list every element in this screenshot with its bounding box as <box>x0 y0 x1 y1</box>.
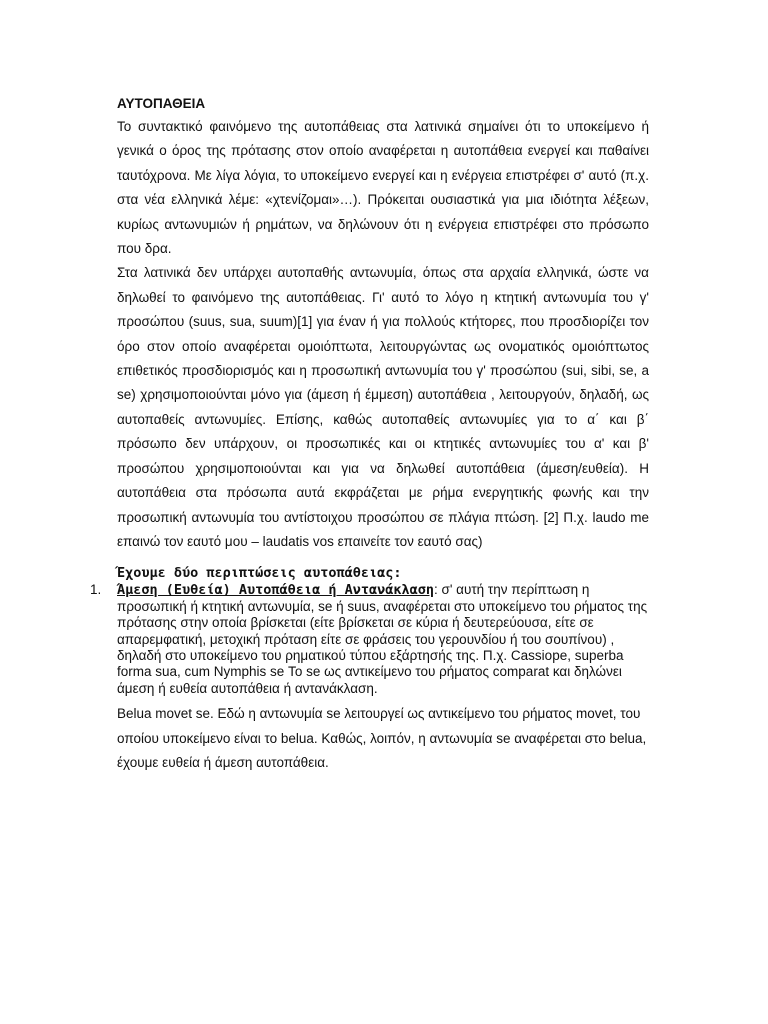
paragraph-example: Belua movet se. Εδώ η αντωνυμία se λειτουργεί ως αντικείμενο του ρήματος movet, του οποίου υποκείμενο είναι το belua. Καθώς, λοιπόν, η αντωνυμία se αναφέρεται στο belua, έχουμε ευθεία ή άμεση αυτοπάθεια. <box>117 706 647 770</box>
list-item-number: 1. <box>90 582 102 598</box>
list-item <box>90 582 649 697</box>
cases-heading: Έχουμε δύο περιπτώσεις αυτοπάθειας: <box>117 565 402 582</box>
paragraph-latin-pronouns: Στα λατινικά δεν υπάρχει αυτοπαθής αντωνυμία, όπως στα αρχαία ελληνικά, ώστε να δηλωθεί το φαινόμενο της αυτοπάθειας. Γι' αυτό το λόγο η κτητική αντωνυμία του γ' προσώπου (suus, sua, suum)[1] για έναν ή για πολλούς κτήτορες, που προσδιορίζει τον όρο στον οποίο αναφέρεται ομοιόπτωτα, λειτουργώντας ως ονοματικός ομοιόπτωτος επιθετικός προσδιορισμός και η προσωπική αντωνυμία του γ' προσώπου (sui, sibi, se, a se) χρησιμοποιούνται μόνο για (άμεση ή έμμεση) αυτοπάθεια , λειτουργούν, δηλαδή, ως αυτοπαθείς αντωνυμίες. Επίσης, καθώς αυτοπαθείς αντωνυμίες για το α΄ και β΄ πρόσωπο δεν υπάρχουν, οι προσωπικές και οι κτητικές αντωνυμίες του α' και β' προσώπου χρησιμοποιούνται και για να δηλωθεί αυτοπάθεια (άμεση/ευθεία). Η αυτοπάθεια στα πρόσωπα αυτά εκφράζεται με ρήμα ενεργητικής φωνής και την προσωπική αντωνυμία του αντίστοιχου προσώπου σε πλάγια πτώση. [2] Π.χ. laudo me επαινώ τον εαυτό μου – laudatis vos επαινείτε τον εαυτό σας) <box>117 265 649 549</box>
paragraph-definition: Το συντακτικό φαινόμενο της αυτοπάθειας στα λατινικά σημαίνει ότι το υποκείμενο ή γενικά ο όρος της πρότασης στον οποίο αναφέρεται η αυτοπάθεια ενεργεί και παθαίνει ταυτόχρονα. Με λίγα λόγια, το υποκείμενο ενεργεί και η ενέργεια επιστρέφει σ' αυτό (π.χ. στα νέα ελληνικά λέμε: «χτενίζομαι»…). Πρόκειται ουσιαστικά για μια ιδιότητα λέξεων, κυρίως αντωνυμιών ή ρημάτων, να δηλώνουν ότι η ενέργεια επιστρέφει στο πρόσωπο που δρα. <box>117 119 649 257</box>
document-title: ΑΥΤΟΠΑΘΕΙΑ <box>117 96 206 111</box>
document-page <box>90 94 649 775</box>
list-item-body <box>117 582 649 697</box>
list-item-heading: Άμεση (Ευθεία) Αυτοπάθεια ή Αντανάκλαση <box>117 582 434 599</box>
list-item-text: : σ' αυτή την περίπτωση η προσωπική ή κτητική αντωνυμία, se ή suus, αναφέρεται στο υποκείμενο του ρήματος της πρότασης στην οποία βρίσκεται (είτε βρίσκεται σε κύρια ή δευτερεύουσα, είτε σε απαρεμφατική, μετοχική πρόταση είτε σε φράσεις του γερουνδίου ή του σουπίνου) , δηλαδή στο υποκείμενο του ρηματικού τύπου εξάρτησής της. Π.χ. Cassiope, superba forma sua, cum Nymphis se Το se ως αντικείμενο του ρήματος comparat και δηλώνει άμεση ή ευθεία αυτοπάθεια ή αντανάκλαση. <box>117 582 648 696</box>
